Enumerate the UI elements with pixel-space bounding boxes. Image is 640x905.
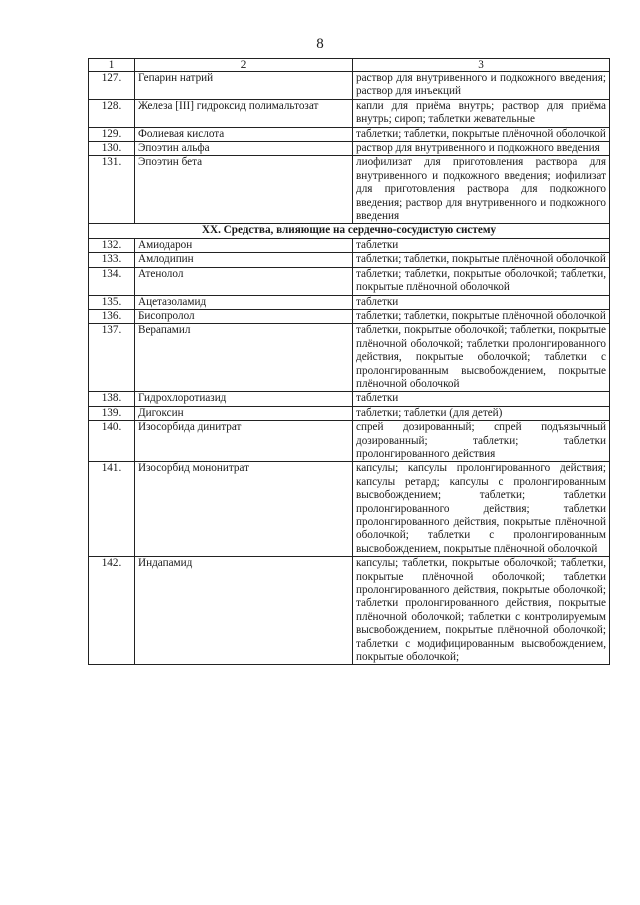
row-number: 140. [89, 421, 135, 462]
dosage-forms: таблетки; таблетки, покрытые плёночной оболочкой [353, 127, 610, 141]
dosage-forms: таблетки [353, 392, 610, 406]
row-number: 130. [89, 142, 135, 156]
table-row [89, 267, 610, 295]
header-col-number: 1 [89, 59, 135, 72]
table-row [89, 253, 610, 267]
dosage-forms: капсулы; таблетки, покрытые оболочкой; таблетки, покрытые плёночной оболочкой; таблетки пролонгированного действия, покрытые оболочкой; таблетки пролонгированного действия, покрытые плёночной оболочкой; таблетки с контролируемым высвобождением, покрытые плёночной оболочкой; таблетки с модифицированным высвобождением, покрытые оболочкой; [353, 557, 610, 665]
row-number: 132. [89, 238, 135, 252]
dosage-forms: таблетки; таблетки, покрытые плёночной оболочкой [353, 309, 610, 323]
table-row [89, 127, 610, 141]
drug-name: Фолиевая кислота [135, 127, 353, 141]
drug-name: Гидрохлоротиазид [135, 392, 353, 406]
table-row [89, 156, 610, 224]
section-title: XX. Средства, влияющие на сердечно-сосудистую систему [89, 224, 610, 238]
row-number: 135. [89, 295, 135, 309]
header-row [89, 59, 610, 72]
dosage-forms: капсулы; капсулы пролонгированного действия; капсулы ретард; капсулы с пролонгированным высвобождением; таблетки; таблетки пролонгированного действия; таблетки пролонгированного действия, покрытые плёночной оболочкой; таблетки с пролонгированным высвобождением, покрытые плёночной оболочкой [353, 462, 610, 557]
row-number: 136. [89, 309, 135, 323]
row-number: 134. [89, 267, 135, 295]
drug-name: Изосорбид мононитрат [135, 462, 353, 557]
drug-name: Эпоэтин бета [135, 156, 353, 224]
table-row [89, 142, 610, 156]
row-number: 139. [89, 406, 135, 420]
table-row [89, 557, 610, 665]
table-row [89, 462, 610, 557]
table-row [89, 392, 610, 406]
drug-name: Эпоэтин альфа [135, 142, 353, 156]
dosage-forms: раствор для внутривенного и подкожного введения; раствор для инъекций [353, 72, 610, 100]
table-row [89, 309, 610, 323]
page-number: 8 [316, 36, 324, 52]
table-row [89, 421, 610, 462]
row-number: 131. [89, 156, 135, 224]
dosage-forms: таблетки; таблетки, покрытые плёночной оболочкой [353, 253, 610, 267]
drug-name: Ацетазоламид [135, 295, 353, 309]
dosage-forms: таблетки [353, 295, 610, 309]
table-row [89, 72, 610, 100]
row-number: 129. [89, 127, 135, 141]
drug-name: Амлодипин [135, 253, 353, 267]
dosage-forms: капли для приёма внутрь; раствор для приёма внутрь; сироп; таблетки жевательные [353, 99, 610, 127]
drug-name: Железа [III] гидроксид полимальтозат [135, 99, 353, 127]
header-col-forms: 3 [353, 59, 610, 72]
drug-name: Дигоксин [135, 406, 353, 420]
drug-name: Амиодарон [135, 238, 353, 252]
row-number: 141. [89, 462, 135, 557]
row-number: 138. [89, 392, 135, 406]
table-row [89, 324, 610, 392]
drug-name: Изосорбида динитрат [135, 421, 353, 462]
table-header [89, 59, 610, 72]
dosage-forms: спрей дозированный; спрей подъязычный дозированный; таблетки; таблетки пролонгированного действия [353, 421, 610, 462]
drug-table [88, 58, 610, 665]
table-row [89, 99, 610, 127]
drug-name: Верапамил [135, 324, 353, 392]
drug-name: Индапамид [135, 557, 353, 665]
drug-name: Гепарин натрий [135, 72, 353, 100]
drug-name: Бисопролол [135, 309, 353, 323]
header-col-name: 2 [135, 59, 353, 72]
section-header-row [89, 224, 610, 238]
table-row [89, 295, 610, 309]
table-row [89, 406, 610, 420]
drug-name: Атенолол [135, 267, 353, 295]
row-number: 133. [89, 253, 135, 267]
row-number: 127. [89, 72, 135, 100]
table-row [89, 238, 610, 252]
dosage-forms: таблетки; таблетки, покрытые оболочкой; таблетки, покрытые плёночной оболочкой [353, 267, 610, 295]
row-number: 137. [89, 324, 135, 392]
row-number: 128. [89, 99, 135, 127]
dosage-forms: таблетки [353, 238, 610, 252]
dosage-forms: раствор для внутривенного и подкожного введения [353, 142, 610, 156]
row-number: 142. [89, 557, 135, 665]
dosage-forms: таблетки; таблетки (для детей) [353, 406, 610, 420]
table-body [89, 72, 610, 665]
dosage-forms: таблетки, покрытые оболочкой; таблетки, покрытые плёночной оболочкой; таблетки пролонгированного действия, покрытые оболочкой; таблетки с пролонгированным высвобождением, покрытые плёночной оболочкой [353, 324, 610, 392]
dosage-forms: лиофилизат для приготовления раствора для внутривенного и подкожного введения; иофилизат для приготовления раствора для подкожного введения; раствор для внутривенного и подкожного введения [353, 156, 610, 224]
